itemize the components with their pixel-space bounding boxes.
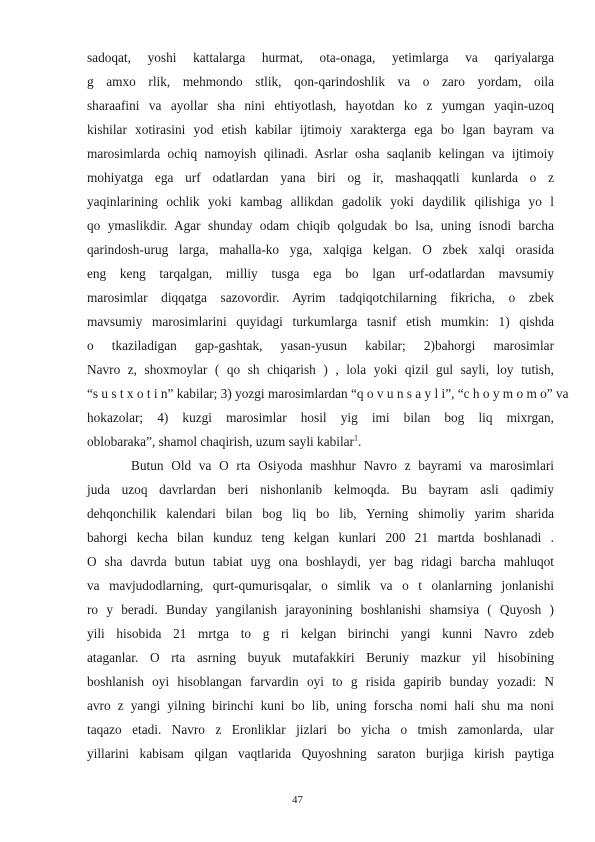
- body-text-line: dehqonchilik kalendari bilan bog liq bo lib, Yerning shimoliy yarim sharida: [87, 506, 554, 521]
- body-text-line: Navro z, shoxmoylar ( qo sh chiqarish ) , lola yoki qizil gul sayli, loy tutish,: [87, 362, 554, 377]
- body-text-line: ro y beradi. Bunday yangilanish jarayonining boshlanishi shamsiya ( Quyosh ): [87, 602, 554, 617]
- body-text-line: mavsumiy marosimlarini quyidagi turkumlarga tasnif etish mumkin: 1) qishda: [87, 314, 554, 329]
- body-text-line: marosimlar diqqatga sazovordir. Ayrim tadqiqotchilarning fikricha, o zbek: [87, 290, 554, 305]
- body-text-line: taqazo etadi. Navro z Eronliklar jizlari bo yicha o tmish zamonlarda, ular: [87, 722, 554, 737]
- body-text-line: mohiyatga ega urf odatlardan yana biri og ir, mashaqqatli kunlarda o z: [87, 170, 554, 185]
- body-text-line: boshlanish oyi hisoblangan farvardin oyi to g risida gapirib bunday yozadi: N: [87, 674, 554, 689]
- body-text-line: bahorgi kecha bilan kunduz teng kelgan kunlari 200 21 martda boshlanadi .: [87, 530, 554, 545]
- body-text-line: O sha davrda butun tabiat uyg ona boshlaydi, yer bag ridagi barcha mahluqot: [87, 554, 554, 569]
- footnote-marker[interactable]: 1: [353, 433, 358, 443]
- body-text-fragment: oblobaraka”, shamol chaqirish, uzum sayli kabilar: [87, 434, 354, 449]
- body-text-line: qarindosh-urug larga, mahalla-ko yga, xalqiga kelgan. O zbek xalqi orasida: [87, 242, 554, 257]
- body-text-line: yaqinlarining ochlik yoki kambag allikdan gadolik yoki daydilik qilishiga yo l: [87, 194, 554, 209]
- body-text-line: hokazolar; 4) kuzgi marosimlar hosil yig imi bilan bog liq mixrgan,: [87, 410, 554, 425]
- body-text-line: qo ymaslikdir. Agar shunday odam chiqib qolgudak bo lsa, uning isnodi barcha: [87, 218, 554, 233]
- paragraph-first-line: Butun Old va O rta Osiyoda mashhur Navro z bayrami va marosimlari: [131, 458, 554, 473]
- body-text-line: sharaafini va ayollar sha nini ehtiyotlash, hayotdan ko z yumgan yaqin-uzoq: [87, 98, 554, 113]
- body-text-line: eng keng tarqalgan, milliy tusga ega bo lgan urf-odatlardan mavsumiy: [87, 266, 554, 281]
- body-text-line: juda uzoq davrlardan beri nishonlanib kelmoqda. Bu bayram asli qadimiy: [87, 482, 554, 497]
- body-text-line: kishilar xotirasini yod etish kabilar ijtimoiy xarakterga ega bo lgan bayram va: [87, 122, 554, 137]
- sentence-period: .: [357, 434, 362, 449]
- body-text-line: yili hisobida 21 mrtga to g ri kelgan birinchi yangi kunni Navro zdeb: [87, 626, 554, 641]
- body-text-line: sadoqat, yoshi kattalarga hurmat, ota-onaga, yetimlarga va qariyalarga: [87, 50, 554, 65]
- body-text-line: “s u s t x o t i n” kabilar; 3) yozgi marosimlardan “q o v u n s a y l i”, “c h o y m o m o” va: [87, 386, 569, 401]
- page-number: 47: [292, 794, 303, 806]
- body-text-line: marosimlarda ochiq namoyish qilinadi. Asrlar osha saqlanib kelingan va ijtimoiy: [87, 146, 554, 161]
- body-text-line: va mavjudodlarning, qurt-qumurisqalar, o simlik va o t olanlarning jonlanishi: [87, 578, 554, 593]
- body-text-line: o tkaziladigan gap-gashtak, yasan-yusun kabilar; 2)bahorgi marosimlar: [87, 338, 554, 353]
- paragraph-end-line: [87, 433, 554, 451]
- body-text-line: g amxo rlik, mehmondo stlik, qon-qarindoshlik va o zaro yordam, oila: [87, 74, 554, 89]
- body-text-line: yillarini kabisam qilgan vaqtlarida Quyoshning saraton burjiga kirish paytiga: [87, 746, 554, 761]
- body-text-line: avro z yangi yilning birinchi kuni bo lib, uning forscha nomi hali shu ma noni: [87, 698, 554, 713]
- body-text-line: ataganlar. O rta asrning buyuk mutafakkiri Beruniy mazkur yil hisobining: [87, 650, 554, 665]
